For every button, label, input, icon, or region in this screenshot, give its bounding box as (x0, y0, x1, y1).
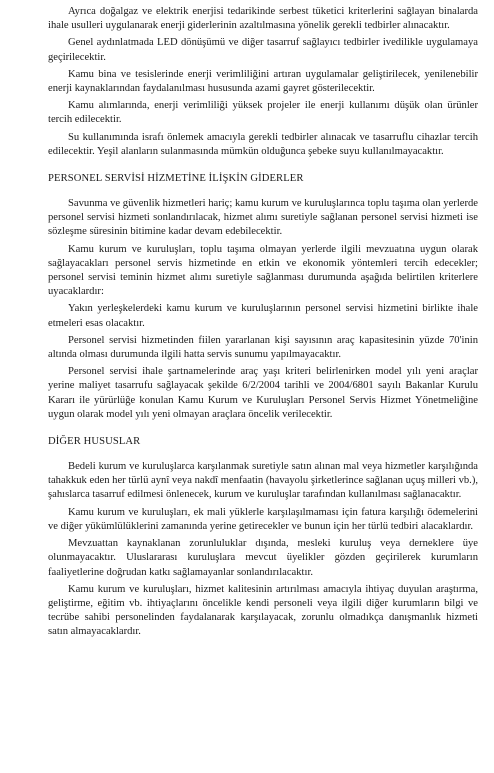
paragraph: Mevzuattan kaynaklanan zorunluluklar dışında, mesleki kuruluş veya derneklere üye olunmayacaktır. Uluslararası kuruluşlara mevcut üyelikler gözden geçirilerek kurumların faaliyetlerine doğrudan katkı sağlamayanlar sonlandırılacaktır. (48, 538, 478, 578)
paragraph: Personel servisi ihale şartnamelerinde araç yaşı kriteri belirlenirken model yılı yeni araçlar yerine maliyet tasarrufu sağlayacak şekilde 6/2/2004 tarihli ve 2004/6801 sayılı Bakanlar Kurulu Kararı ile yürürlüğe konulan Kamu Kurum ve Kuruluşları Personel Servis Hizmet Yönetmeliğine uygun olarak model yılı yeni olmayan araçlara öncelik verilecektir. (48, 366, 478, 420)
paragraph: Genel aydınlatmada LED dönüşümü ve diğer tasarruf sağlayıcı tedbirler ivedilikle uygulamaya geçirilecektir. (48, 37, 478, 63)
section-heading-personel-servisi: PERSONEL SERVİSİ HİZMETİNE İLİŞKİN GİDERLER (48, 173, 304, 185)
paragraph: Bedeli kurum ve kuruluşlarca karşılanmak suretiyle satın alınan mal veya hizmetler karşılığında tahakkuk eden her türlü aynî veya nakdî menfaatin (havayolu şirketlerince sağlanan uçuş milleri vb.), şahıslarca tasarruf edilmesi önlenecek, kurum ve kuruluşlar tarafından kullanılması sağlanacaktır. (48, 461, 478, 501)
section-heading-diger-hususlar: DİĞER HUSUSLAR (48, 436, 141, 448)
paragraph: Kamu bina ve tesislerinde enerji verimliliğini artıran uygulamalar geliştirilecek, yenilenebilir enerji kaynaklarından faydalanılması hususunda azami gayret gösterilecektir. (48, 68, 478, 95)
paragraph: Yakın yerleşkelerdeki kamu kurum ve kuruluşlarının personel servisi hizmetini birlikte ihale etmeleri esas olacaktır. (48, 303, 478, 329)
paragraph: Personel servisi hizmetinden fiilen yararlanan kişi sayısının araç kapasitesinin yüzde 70'inin altında olması durumunda ilgili hatta servis sunumu yapılmayacaktır. (48, 334, 478, 361)
paragraph: Kamu kurum ve kuruluşları, hizmet kalitesinin artırılması amacıyla ihtiyaç duyulan araştırma, geliştirme, eğitim vb. ihtiyaçlarını öncelikle kendi personeli veya ilgili diğer kurumların bilgi ve tecrübe sahibi personelinden faydalanarak karşılayacak, zorunlu olmadıkça danışmanlık hizmeti satın almayacaklardır. (48, 583, 478, 638)
paragraph: Ayrıca doğalgaz ve elektrik enerjisi tedarikinde serbest tüketici kriterlerini sağlayan binalarda ihale usulleri uygulanarak enerji giderlerinin azaltılmasına yönelik gerekli tedbirler alınacaktır. (48, 6, 478, 32)
paragraph: Su kullanımında israfı önlemek amacıyla gerekli tedbirler alınacak ve tasarruflu cihazlar tercih edilecektir. Yeşil alanların sulanmasında mümkün olduğunca şebeke suyu kullanılmayacaktır. (48, 131, 478, 157)
paragraph: Kamu kurum ve kuruluşları, toplu taşıma olmayan yerlerde ilgili mevzuatına uygun olarak sağlayacakları personel servis hizmetinde en etkin ve ekonomik yöntemleri tercih edecekler; personel servisi teminin hizmet alımı suretiyle sağlanması durumunda aşağıda belirtilen kriterlere uyacaklardır: (48, 243, 478, 298)
paragraph: Kamu kurum ve kuruluşları, ek mali yüklerle karşılaşılmaması için fatura karşılığı ödemelerini ve diğer yükümlülüklerini zamanında yerine getirecekler ve bunun için her türlü tedbiri alacaklardır. (48, 506, 478, 532)
paragraph: Kamu alımlarında, enerji verimliliği yüksek projeler ile enerji kullanımı düşük olan ürünler tercih edilecektir. (48, 100, 478, 126)
paragraph: Savunma ve güvenlik hizmetleri hariç; kamu kurum ve kuruluşlarınca toplu taşıma olan yerlerde personel servisi hizmeti sonlandırılacak, hizmet alımı suretiyle sağlanan personel servisi hizmeti ise sözleşme süresinin bitimine kadar devam edebilecektir. (48, 198, 478, 238)
